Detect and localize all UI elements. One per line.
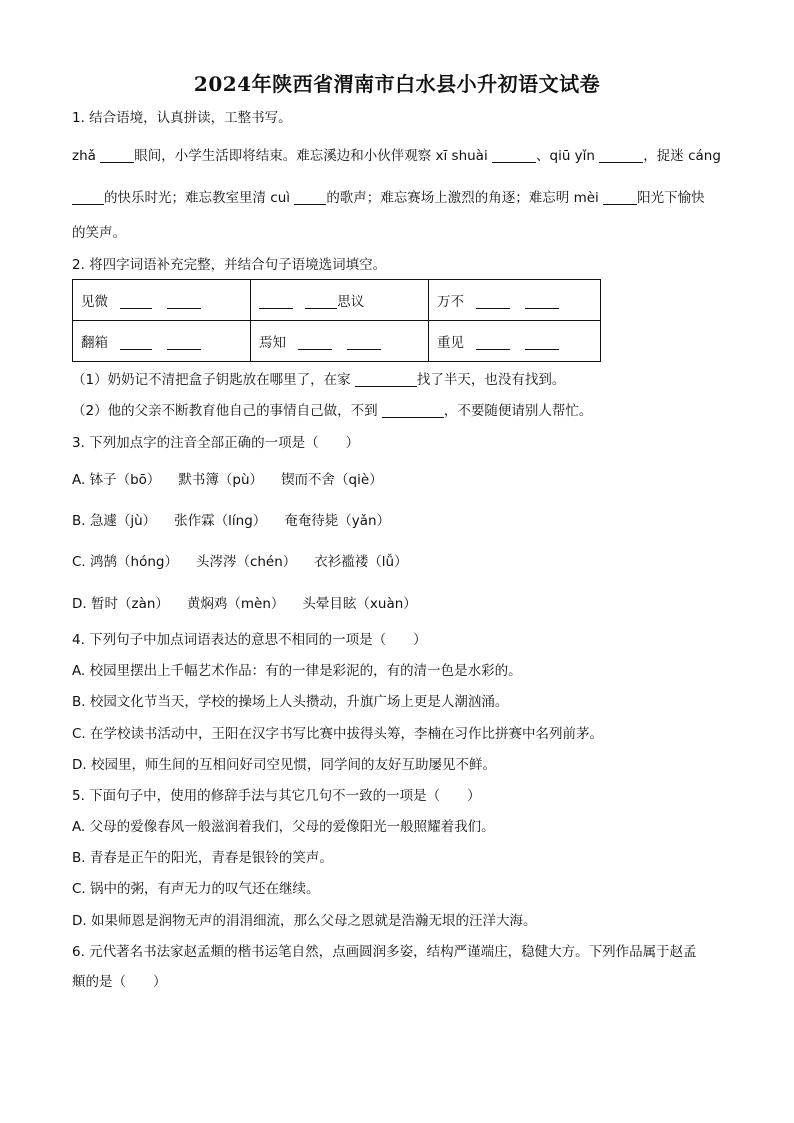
idiom-prefix: 重见 [437,335,464,351]
q5-option-b[interactable]: B. 青春是正午的阳光，青春是银铃的笑声。 [72,850,333,866]
q1-l1-text-a: zhǎ [72,148,101,164]
q1-blank-mei[interactable] [603,190,637,205]
idiom-cell [251,280,429,321]
q1-l2-text-b: 的歌声；难忘赛场上激烈的角逐；难忘明 mèi [326,190,604,206]
q1-line-3: 的笑声。 [72,225,126,241]
table-row [73,280,601,321]
q3-b-item-2: 张作霖（líng） [174,513,267,529]
q2-s1-text: （1）奶奶记不清把盒子钥匙放在哪里了，在家 [72,372,355,388]
q4-option-a[interactable]: A. 校园里摆出上千幅艺术作品：有的一律是彩泥的，有的清一色是水彩的。 [72,663,522,679]
q3-b-item-1: B. 急遽（jù） [72,513,157,529]
q3-stem: 3. 下列加点字的注音全部正确的一项是（ ） [72,435,360,451]
q3-d-item-2: 黄焖鸡（mèn） [186,596,285,612]
idiom-blank[interactable] [298,335,332,350]
idiom-cell [429,321,601,362]
idiom-prefix: 翻箱 [81,335,108,351]
q1-blank-cui[interactable] [294,190,326,205]
q2-s1-blank[interactable] [355,372,417,387]
q3-d-item-1: D. 暂时（zàn） [72,596,169,612]
q2-s2-blank[interactable] [382,403,444,418]
q1-l1-text-b: 眼间，小学生活即将结束。难忘溪边和小伙伴观察 xī shuài [134,148,493,164]
q1-l2-text-a: 的快乐时光；难忘教室里清 cuì [104,190,295,206]
idiom-blank[interactable] [120,294,152,309]
idiom-blank[interactable] [305,294,337,309]
q3-option-b[interactable] [72,511,390,531]
idiom-prefix: 焉知 [259,335,286,351]
q5-option-c[interactable]: C. 锅中的粥，有声无力的叹气还在继续。 [72,881,320,897]
q3-c-item-3: 衣衫褴褛（lǚ） [314,554,408,570]
q3-b-item-3: 奄奄待毙（yǎn） [284,513,391,529]
q1-blank-cang[interactable] [72,190,104,205]
idiom-blank[interactable] [167,294,201,309]
q3-c-item-2: 头涔涔（chén） [195,554,297,570]
idiom-cell [251,321,429,362]
q3-option-c[interactable] [72,552,408,572]
q5-option-a[interactable]: A. 父母的爱像春风一般滋润着我们，父母的爱像阳光一般照耀着我们。 [72,819,495,835]
q1-line-1 [72,146,721,166]
q6-stem-line-1: 6. 元代著名书法家赵孟頫的楷书运笔自然，点画圆润多姿，结构严谨端庄，稳健大方。下列作品属于赵孟 [72,944,697,960]
q1-l2-text-c: 阳光下愉快 [637,190,705,206]
idiom-suffix: 思议 [337,294,365,310]
idiom-prefix: 见微 [81,294,108,310]
q2-stem: 2. 将四字词语补充完整，并结合句子语境选词填空。 [72,257,387,273]
q2-sentence-1 [72,370,565,390]
q1-stem: 1. 结合语境，认真拼读，工整书写。 [72,110,292,126]
q4-option-d[interactable]: D. 校园里，师生间的互相问好司空见惯，同学间的友好互助屡见不鲜。 [72,757,496,773]
idiom-table [72,279,601,362]
q5-option-d[interactable]: D. 如果师恩是润物无声的涓涓细流，那么父母之恩就是浩瀚无垠的汪洋大海。 [72,913,537,929]
q2-s2-text: （2）他的父亲不断教育他自己的事情自己做，不到 [72,403,382,419]
q4-option-b[interactable]: B. 校园文化节当天，学校的操场上人头攒动，升旗广场上更是人潮汹涌。 [72,694,509,710]
idiom-prefix: 万不 [437,294,464,310]
idiom-blank[interactable] [347,335,381,350]
idiom-blank[interactable] [120,335,152,350]
idiom-blank[interactable] [476,294,510,309]
q5-stem: 5. 下面句子中，使用的修辞手法与其它几句不一致的一项是（ ） [72,788,481,804]
idiom-cell [73,280,251,321]
exam-title: 2024年陕西省渭南市白水县小升初语文试卷 [193,72,601,96]
q3-d-item-3: 头晕目眩（xuàn） [302,596,417,612]
idiom-blank[interactable] [525,294,559,309]
q1-blank-zha[interactable] [100,148,134,163]
q2-sentence-2 [72,401,592,421]
q4-option-c[interactable]: C. 在学校读书活动中，王阳在汉字书写比赛中拔得头筹，李楠在习作比拼赛中名列前茅。 [72,726,604,742]
idiom-cell [73,321,251,362]
q1-line-2 [72,188,705,208]
q4-stem: 4. 下列句子中加点词语表达的意思不相同的一项是（ ） [72,632,427,648]
table-row [73,321,601,362]
idiom-blank[interactable] [476,335,510,350]
idiom-cell [429,280,601,321]
idiom-blank[interactable] [259,294,293,309]
q2-s1-text-end: 找了半天，也没有找到。 [416,372,566,388]
q3-option-d[interactable] [72,594,417,614]
idiom-blank[interactable] [525,335,559,350]
q3-a-item-3: 锲而不舍（qiè） [281,472,383,488]
q1-blank-qiuyin[interactable] [599,148,643,163]
q1-l1-text-d: ，捉迷 cáng [643,148,721,164]
q1-l1-text-c: 、qiū yǐn [536,148,600,164]
idiom-blank[interactable] [167,335,201,350]
q2-s2-text-end: ，不要随便请别人帮忙。 [443,403,593,419]
q1-blank-xishuai[interactable] [492,148,536,163]
q6-stem-line-2: 頫的是（ ） [72,974,167,990]
q3-a-item-2: 默书簿（pù） [178,472,264,488]
q3-a-item-1: A. 钵子（bō） [72,472,161,488]
q3-option-a[interactable] [72,470,383,490]
q3-c-item-1: C. 鸿鹄（hóng） [72,554,178,570]
